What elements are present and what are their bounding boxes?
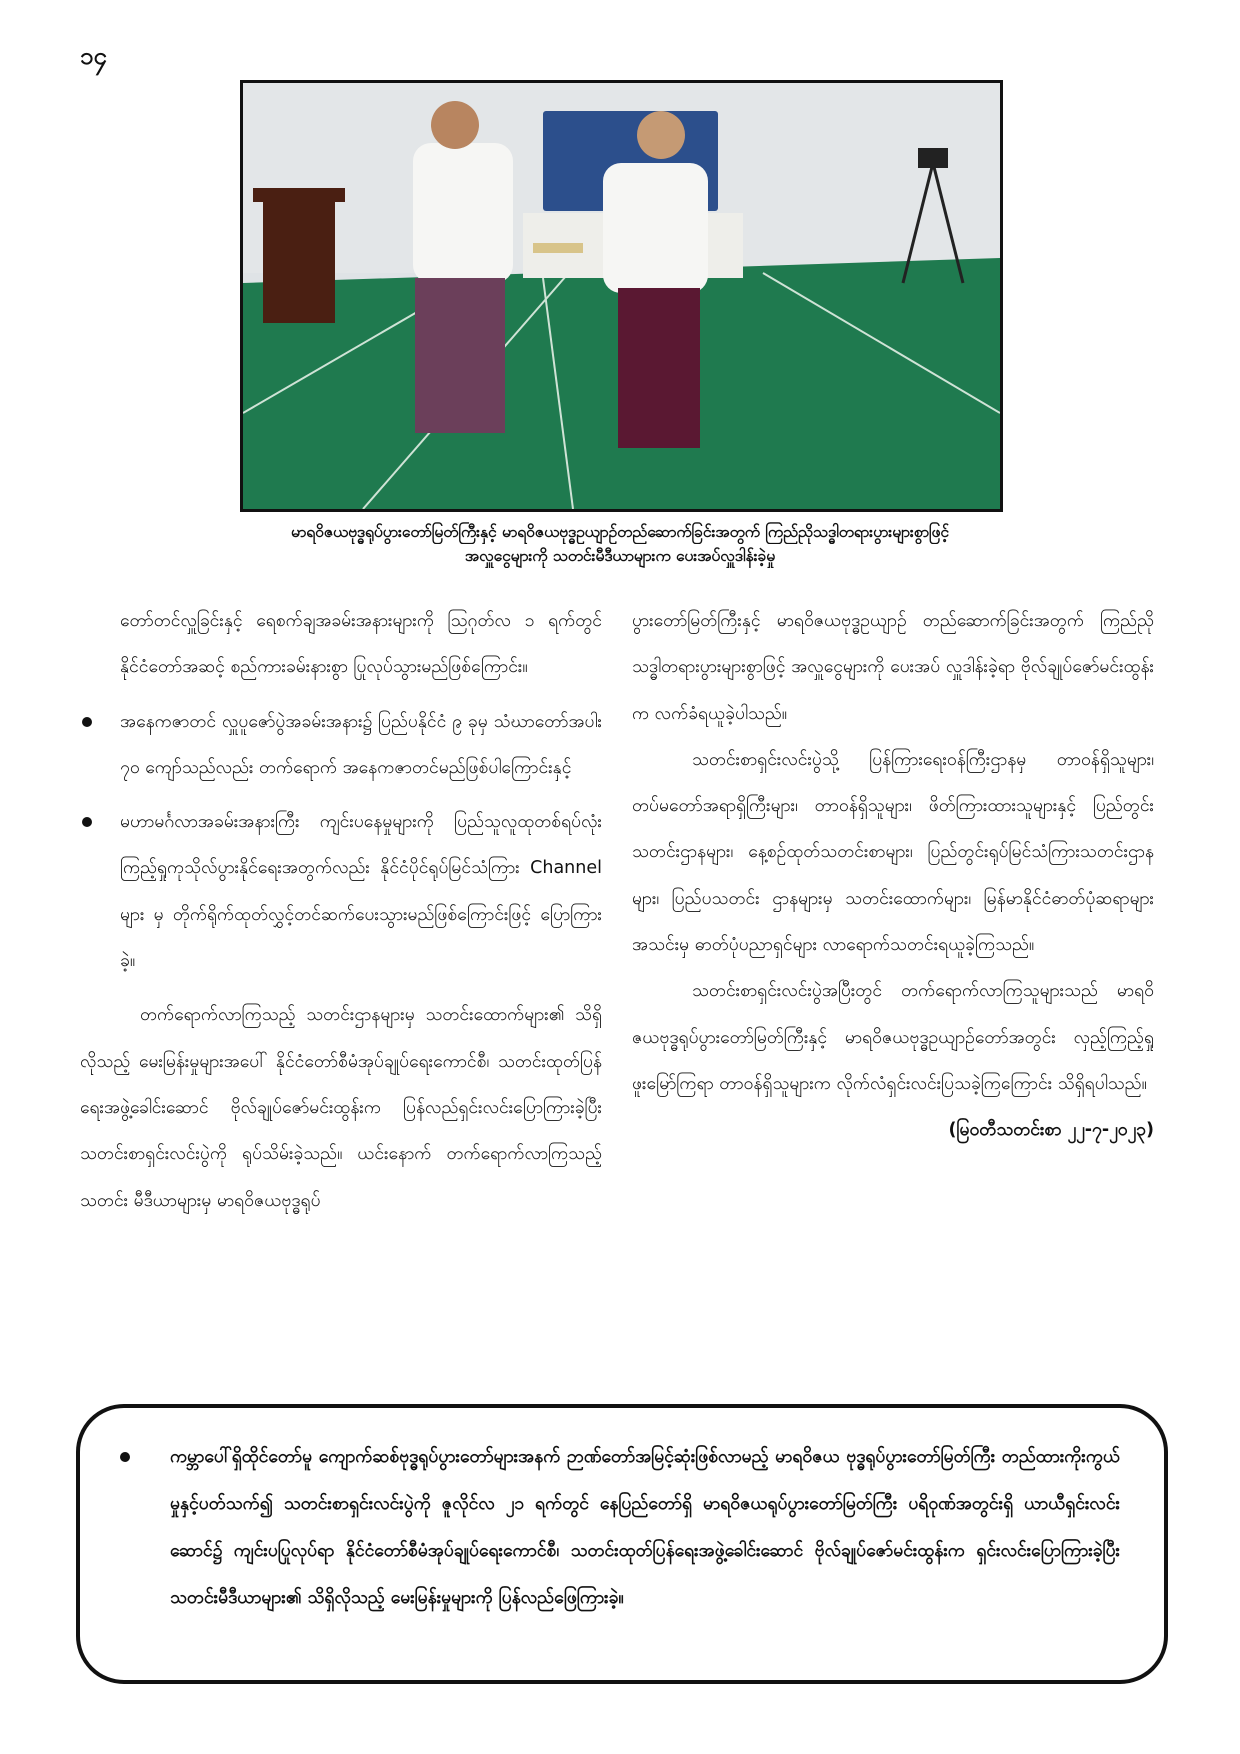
left-paragraph: တက်ရောက်လာကြသည့် သတင်းဌာနများမှ သတင်းထောက်များ၏ သိရှိလိုသည့် မေးမြန်းမှုများအပေါ် နိုင်ငံတော်စီမံအုပ်ချုပ်ရေးကောင်စီ၊ သတင်းထုတ်ပြန်ရေးအဖွဲ့ခေါင်းဆောင် ဗိုလ်ချုပ်ဇော်မင်းထွန်းက ပြန်လည်ရှင်းလင်းပြောကြားခဲ့ပြီး သတင်းစာရှင်းလင်းပွဲကို ရုပ်သိမ်းခဲ့သည်။ ယင်းနောက် တက်ရောက်လာကြသည့် သတင်း မီဒီယာများမှ မာရဝိဇယဗုဒ္ဓရုပ် — [80, 1005, 602, 1211]
person-left-longyi — [415, 278, 505, 433]
summary-box — [76, 1404, 1168, 1684]
caption-line-1: မာရဝိဇယဗုဒ္ဓရုပ်ပွားတော်မြတ်ကြီးနှင့် မာရဝိဇယဗုဒ္ဓဥယျာဉ်တည်ဆောက်ခြင်းအတွက် ကြည်ညိုသဒ္ဓါတရားပွားများစွာဖြင့် — [290, 523, 949, 541]
bullet-item: အနေကဇာတင် လှူပူဇော်ပွဲအခမ်းအနား၌ ပြည်ပနိုင်ငံ ၉ ခုမှ သံဃာတော်အပါး ၇၀ ကျော်သည်လည်း တက်ရောက် အနေကဇာတင်မည်ဖြစ်ပါကြောင်းနှင့် — [80, 699, 602, 792]
photo-caption — [100, 520, 1140, 568]
right-column — [632, 598, 1154, 1154]
event-photo — [240, 80, 1003, 512]
person-left-shirt — [413, 143, 513, 283]
caption-line-2: အလှူငွေများကို သတင်းမီဒီယာများက ပေးအပ်လှူဒါန်းခဲ့မှု — [464, 547, 776, 565]
bullet-item: မဟာမင်္ဂလာအခမ်းအနားကြီး ကျင်းပနေမှုများကို ပြည်သူလူထုတစ်ရပ်လုံး ကြည့်ရှုကုသိုလ်ပွားနိုင်ရေးအတွက်လည်း နိုင်ငံပိုင်ရုပ်မြင်သံကြား Channel များ မှ တိုက်ရိုက်ထုတ်လွှင့်တင်ဆက်ပေးသွားမည်ဖြစ်ကြောင်းဖြင့် ပြောကြားခဲ့။ — [80, 799, 602, 984]
photo-illustration — [243, 83, 1000, 509]
person-left-head — [431, 101, 479, 149]
person-right-longyi — [618, 288, 700, 448]
photo-envelope — [533, 243, 583, 253]
photo-camera — [918, 148, 948, 168]
bullet-list — [80, 699, 602, 985]
person-right-shirt — [603, 163, 708, 293]
right-paragraph-1: ပွားတော်မြတ်ကြီးနှင့် မာရဝိဇယဗုဒ္ဓဥယျာဉ် တည်ဆောက်ခြင်းအတွက် ကြည်ညိုသဒ္ဓါတရားပွားများစွာဖြင့် အလှူငွေများကို ပေးအပ် လှူဒါန်းခဲ့ရာ ဗိုလ်ချုပ်ဇော်မင်းထွန်းက လက်ခံရယူခဲ့ပါသည်။ — [632, 611, 1154, 724]
person-right-head — [637, 111, 685, 159]
page-number: ၁၄ — [80, 42, 107, 70]
photo-podium — [263, 193, 335, 323]
left-column — [80, 598, 602, 1224]
right-paragraph-2: သတင်းစာရှင်းလင်းပွဲသို့ ပြန်ကြားရေးဝန်ကြီးဌာနမှ တာဝန်ရှိသူများ၊ တပ်မတော်အရာရှိကြီးများ၊ တာဝန်ရှိသူများ၊ ဖိတ်ကြားထားသူများနှင့် ပြည်တွင်းသတင်းဌာနများ၊ နေ့စဉ်ထုတ်သတင်းစာများ၊ ပြည်တွင်းရုပ်မြင်သံကြားသတင်းဌာနများ၊ ပြည်ပသတင်း ဌာနများမှ သတင်းထောက်များ၊ မြန်မာနိုင်ငံဓာတ်ပုံဆရာများအသင်းမှ ဓာတ်ပုံပညာရှင်များ လာရောက်သတင်းရယူခဲ့ကြသည်။ — [632, 749, 1154, 956]
photo-podium-top — [253, 188, 345, 202]
summary-text: ကမ္ဘာပေါ်ရှိထိုင်တော်မူ ကျောက်ဆစ်ဗုဒ္ဓရုပ်ပွားတော်များအနက် ဉာဏ်တော်အမြင့်ဆုံးဖြစ်လာမည့် မာရဝိဇယ ဗုဒ္ဓရုပ်ပွားတော်မြတ်ကြီး တည်ထားကိုးကွယ်မှုနှင့်ပတ်သက်၍ သတင်းစာရှင်းလင်းပွဲကို ဇူလိုင်လ ၂၁ ရက်တွင် နေပြည်တော်ရှိ မာရဝိဇယရုပ်ပွားတော်မြတ်ကြီး ပရိဝုဏ်အတွင်းရှိ ယာယီရှင်းလင်းဆောင်၌ ကျင်းပပြုလုပ်ရာ နိုင်ငံတော်စီမံအုပ်ချုပ်ရေးကောင်စီ၊ သတင်းထုတ်ပြန်ရေးအဖွဲ့ခေါင်းဆောင် ဗိုလ်ချုပ်ဇော်မင်းထွန်းက ရှင်းလင်းပြောကြားခဲ့ပြီး သတင်းမီဒီယာများ၏ သိရှိလိုသည့် မေးမြန်းမှုများကို ပြန်လည်ဖြေကြားခဲ့။ — [136, 1434, 1120, 1622]
intro-continuation: တော်တင်လှူခြင်းနှင့် ရေစက်ချအခမ်းအနားများကို ဩဂုတ်လ ၁ ရက်တွင် နိုင်ငံတော်အဆင့် စည်ကားခမ်းနားစွာ ပြုလုပ်သွားမည်ဖြစ်ကြောင်း။ — [120, 611, 602, 678]
source-citation: (မြဝတီသတင်းစာ ၂၂-၇-၂၀၂၃) — [948, 1120, 1154, 1141]
right-paragraph-3: သတင်းစာရှင်းလင်းပွဲအပြီးတွင် တက်ရောက်လာကြသူများသည် မာရဝိဇယဗုဒ္ဓရုပ်ပွားတော်မြတ်ကြီးနှင့် မာရဝိဇယဗုဒ္ဓဥယျာဉ်တော်အတွင်း လှည့်ကြည့်ရှုဖူးမြော်ကြရာ တာဝန်ရှိသူများက လိုက်လံရှင်းလင်းပြသခဲ့ကြကြောင်း သိရှိရပါသည်။ — [632, 981, 1154, 1094]
